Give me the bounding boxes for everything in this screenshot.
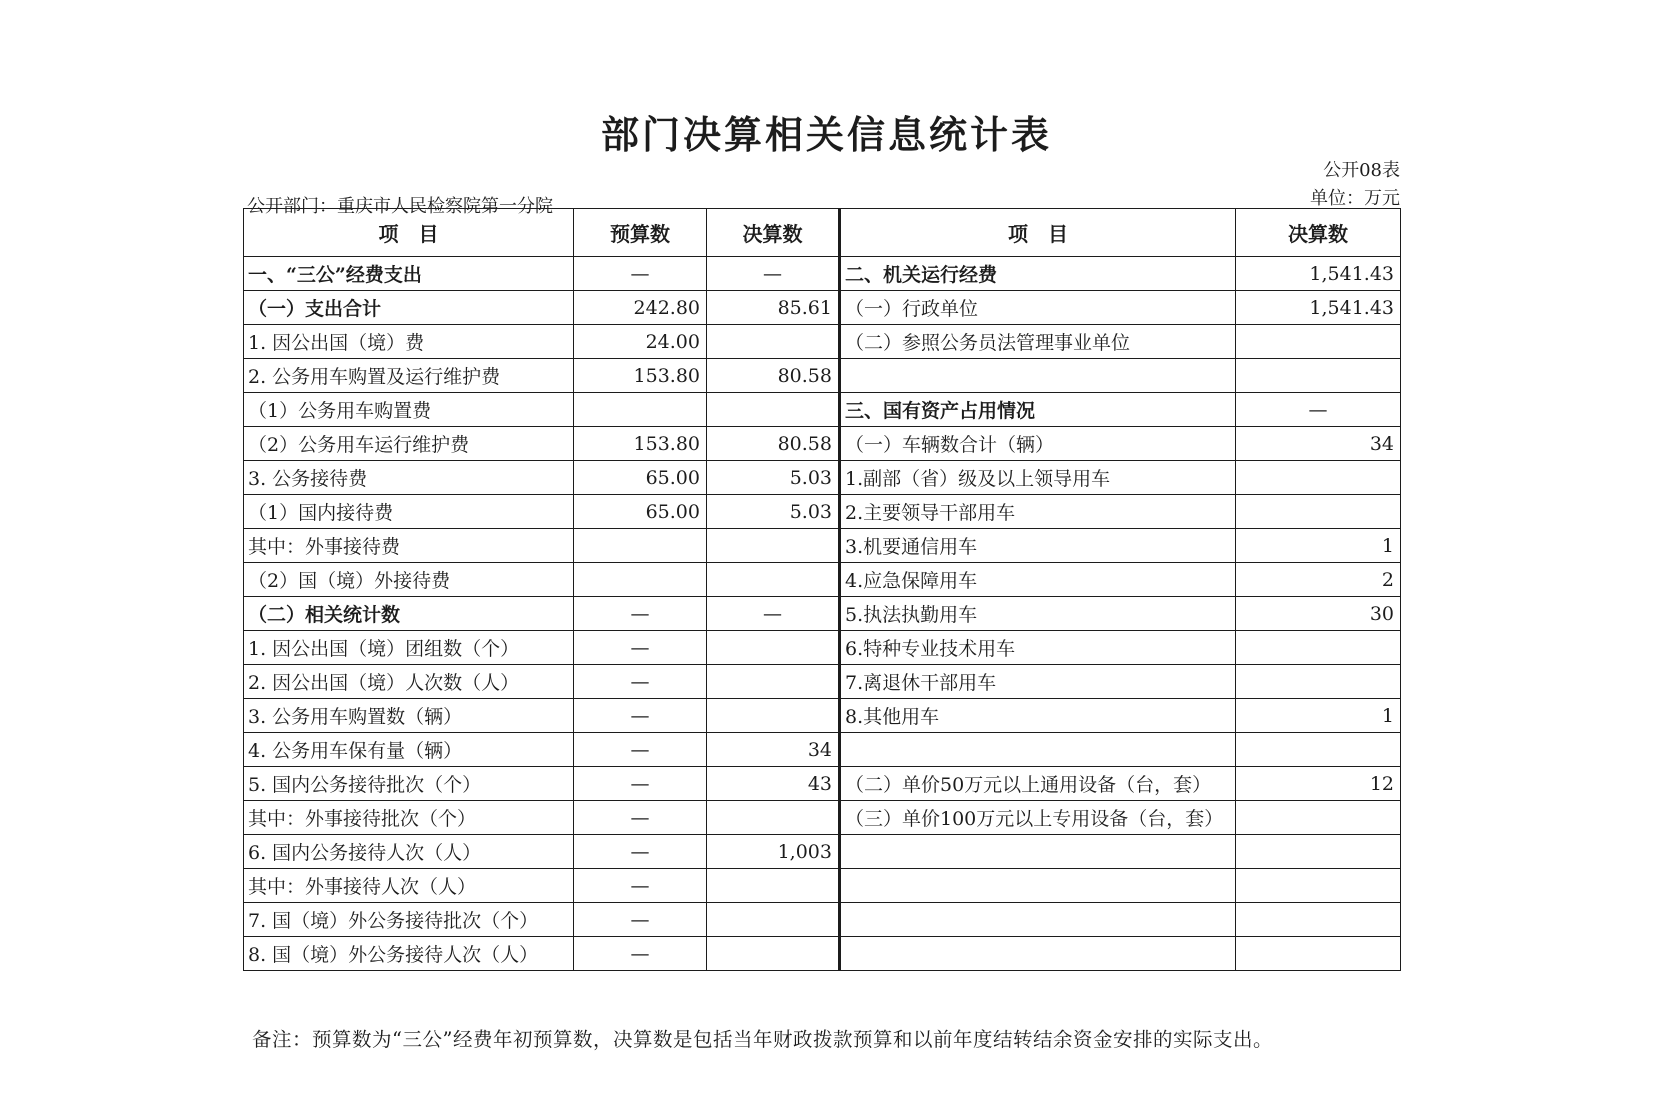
- table-header-row: [244, 209, 1401, 257]
- row-budget: —: [574, 801, 707, 835]
- footnote: 备注：预算数为“三公”经费年初预算数，决算数是包括当年财政拨款预算和以前年度结转结余资金安排的实际支出。: [252, 1028, 1273, 1051]
- row-budget: 242.80: [574, 291, 707, 325]
- row-right-item: 3.机要通信用车: [840, 529, 1236, 563]
- row-budget: —: [574, 665, 707, 699]
- row-right-value: —: [1236, 393, 1401, 427]
- row-right-value: 30: [1236, 597, 1401, 631]
- row-item: 6. 国内公务接待人次（人）: [244, 835, 574, 869]
- row-item: （1）公务用车购置费: [244, 393, 574, 427]
- table-row: [244, 631, 1401, 665]
- row-final: 1,003: [707, 835, 840, 869]
- row-right-item: 三、国有资产占用情况: [840, 393, 1236, 427]
- row-right-item: （二）参照公务员法管理事业单位: [840, 325, 1236, 359]
- row-right-value: 1: [1236, 699, 1401, 733]
- row-item: （二）相关统计数: [244, 597, 574, 631]
- row-budget: —: [574, 631, 707, 665]
- row-right-item: [840, 359, 1236, 393]
- row-item: 4. 公务用车保有量（辆）: [244, 733, 574, 767]
- form-number: 公开08表: [1323, 160, 1400, 181]
- row-right-value: [1236, 665, 1401, 699]
- table-row: [244, 427, 1401, 461]
- table-row: [244, 903, 1401, 937]
- row-final: [707, 665, 840, 699]
- row-item: 2. 因公出国（境）人次数（人）: [244, 665, 574, 699]
- row-final: —: [707, 597, 840, 631]
- row-right-item: [840, 733, 1236, 767]
- row-right-item: （一）车辆数合计（辆）: [840, 427, 1236, 461]
- row-budget: —: [574, 257, 707, 291]
- row-final: [707, 529, 840, 563]
- row-right-item: （三）单价100万元以上专用设备（台，套）: [840, 801, 1236, 835]
- table-row: [244, 257, 1401, 291]
- row-budget: —: [574, 733, 707, 767]
- statistics-table: [243, 208, 1401, 971]
- row-right-value: [1236, 631, 1401, 665]
- row-right-item: 7.离退休干部用车: [840, 665, 1236, 699]
- row-right-value: 1,541.43: [1236, 257, 1401, 291]
- header-item-right: 项 目: [840, 209, 1236, 257]
- row-budget: —: [574, 869, 707, 903]
- row-final: [707, 903, 840, 937]
- row-budget: —: [574, 903, 707, 937]
- row-right-value: 1,541.43: [1236, 291, 1401, 325]
- row-right-item: 2.主要领导干部用车: [840, 495, 1236, 529]
- row-right-value: [1236, 495, 1401, 529]
- table-row: [244, 835, 1401, 869]
- table-row: [244, 665, 1401, 699]
- table-row: [244, 563, 1401, 597]
- row-item: 其中：外事接待费: [244, 529, 574, 563]
- row-item: 8. 国（境）外公务接待人次（人）: [244, 937, 574, 971]
- table-row: [244, 529, 1401, 563]
- table-row: [244, 461, 1401, 495]
- row-right-item: [840, 869, 1236, 903]
- row-right-item: [840, 937, 1236, 971]
- row-right-item: [840, 903, 1236, 937]
- row-right-value: 12: [1236, 767, 1401, 801]
- row-final: [707, 937, 840, 971]
- row-item: 1. 因公出国（境）团组数（个）: [244, 631, 574, 665]
- table-row: [244, 869, 1401, 903]
- row-right-value: [1236, 733, 1401, 767]
- header-final-right: 决算数: [1236, 209, 1401, 257]
- table-row: [244, 699, 1401, 733]
- row-final: [707, 325, 840, 359]
- row-right-value: [1236, 835, 1401, 869]
- row-budget: —: [574, 597, 707, 631]
- row-budget: [574, 393, 707, 427]
- header-final: 决算数: [707, 209, 840, 257]
- row-right-item: 6.特种专业技术用车: [840, 631, 1236, 665]
- row-right-item: 1.副部（省）级及以上领导用车: [840, 461, 1236, 495]
- row-right-item: 4.应急保障用车: [840, 563, 1236, 597]
- row-right-value: [1236, 359, 1401, 393]
- table-row: [244, 325, 1401, 359]
- row-right-item: 8.其他用车: [840, 699, 1236, 733]
- row-final: 80.58: [707, 359, 840, 393]
- row-final: [707, 699, 840, 733]
- row-final: [707, 801, 840, 835]
- row-budget: 153.80: [574, 359, 707, 393]
- unit-label: 单位：万元: [1310, 188, 1400, 209]
- row-item: 7. 国（境）外公务接待批次（个）: [244, 903, 574, 937]
- row-final: [707, 869, 840, 903]
- row-right-value: 2: [1236, 563, 1401, 597]
- row-item: 其中：外事接待人次（人）: [244, 869, 574, 903]
- row-budget: 65.00: [574, 461, 707, 495]
- row-item: 3. 公务接待费: [244, 461, 574, 495]
- row-right-value: [1236, 937, 1401, 971]
- table-row: [244, 393, 1401, 427]
- row-budget: —: [574, 937, 707, 971]
- row-budget: 65.00: [574, 495, 707, 529]
- department-label: 公开部门：重庆市人民检察院第一分院: [247, 196, 553, 217]
- row-right-item: [840, 835, 1236, 869]
- row-final: 34: [707, 733, 840, 767]
- row-right-value: 34: [1236, 427, 1401, 461]
- row-item: （2）国（境）外接待费: [244, 563, 574, 597]
- header-budget: 预算数: [574, 209, 707, 257]
- row-item: 5. 国内公务接待批次（个）: [244, 767, 574, 801]
- row-final: 80.58: [707, 427, 840, 461]
- row-item: （一）支出合计: [244, 291, 574, 325]
- row-item: 一、“三公”经费支出: [244, 257, 574, 291]
- row-right-value: [1236, 461, 1401, 495]
- table-row: [244, 801, 1401, 835]
- page-title: 部门决算相关信息统计表: [600, 113, 1052, 157]
- row-right-value: [1236, 325, 1401, 359]
- row-final: 5.03: [707, 461, 840, 495]
- row-item: 2. 公务用车购置及运行维护费: [244, 359, 574, 393]
- row-right-item: 5.执法执勤用车: [840, 597, 1236, 631]
- row-budget: 24.00: [574, 325, 707, 359]
- row-final: —: [707, 257, 840, 291]
- row-item: 3. 公务用车购置数（辆）: [244, 699, 574, 733]
- row-final: 85.61: [707, 291, 840, 325]
- table-row: [244, 495, 1401, 529]
- table-row: [244, 359, 1401, 393]
- row-budget: [574, 563, 707, 597]
- row-budget: [574, 529, 707, 563]
- row-right-value: 1: [1236, 529, 1401, 563]
- row-right-value: [1236, 801, 1401, 835]
- table-row: [244, 291, 1401, 325]
- header-item-left: 项 目: [244, 209, 574, 257]
- table-row: [244, 733, 1401, 767]
- row-budget: —: [574, 767, 707, 801]
- row-budget: —: [574, 835, 707, 869]
- table-row: [244, 767, 1401, 801]
- row-item: 其中：外事接待批次（个）: [244, 801, 574, 835]
- row-budget: 153.80: [574, 427, 707, 461]
- table-row: [244, 937, 1401, 971]
- row-right-value: [1236, 869, 1401, 903]
- row-budget: —: [574, 699, 707, 733]
- table-row: [244, 597, 1401, 631]
- row-item: （2）公务用车运行维护费: [244, 427, 574, 461]
- row-final: 5.03: [707, 495, 840, 529]
- row-item: （1）国内接待费: [244, 495, 574, 529]
- row-item: 1. 因公出国（境）费: [244, 325, 574, 359]
- row-right-item: （二）单价50万元以上通用设备（台，套）: [840, 767, 1236, 801]
- row-final: [707, 563, 840, 597]
- row-final: [707, 631, 840, 665]
- row-final: 43: [707, 767, 840, 801]
- row-right-item: （一）行政单位: [840, 291, 1236, 325]
- row-right-item: 二、机关运行经费: [840, 257, 1236, 291]
- row-final: [707, 393, 840, 427]
- row-right-value: [1236, 903, 1401, 937]
